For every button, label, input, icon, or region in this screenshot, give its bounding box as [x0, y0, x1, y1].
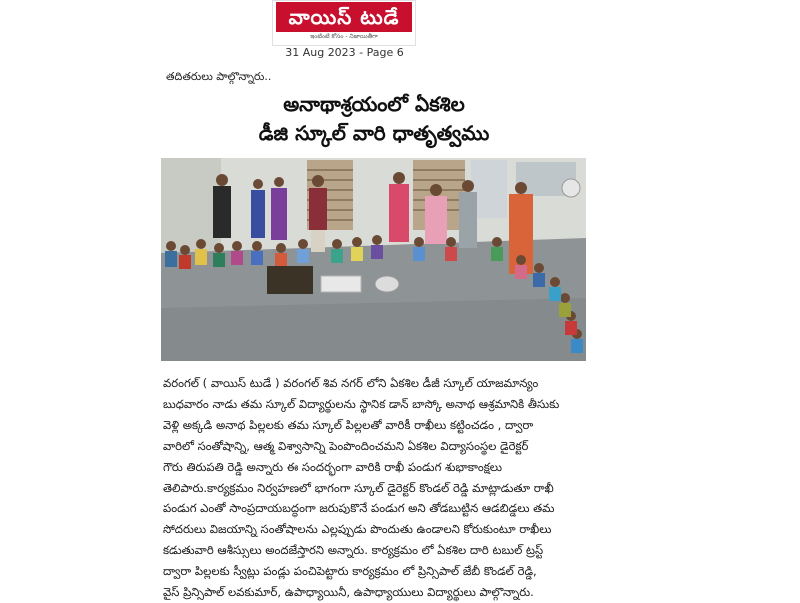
- body-line: గౌరు తిరుపతి రెడ్డి అన్నారు ఈ సందర్భంగా వారికి రాఖీ పండుగ శుభాకాంక్షలు: [163, 459, 503, 474]
- body-line: వరంగల్ ( వాయిస్ టుడే ) వరంగల్ శివ నగర్ లోని ఏకశిల డీజీ స్కూల్ యాజమాన్యం: [163, 376, 539, 390]
- newspaper-masthead: [272, 0, 416, 46]
- body-line: సోదరులు విజయాన్ని సంతోషాలను ఎల్లప్పుడు పొందుతు ఉండాలని కోరుకుంటూ రాఖీలు: [163, 522, 552, 537]
- body-line: పండుగ ఎంతో సాంప్రదాయబద్ధంగా జరుపుకొనే పండుగ అని తోడబుట్టిన ఆడబిడ్డలు తమ: [163, 501, 555, 516]
- article-photo: [161, 158, 586, 361]
- body-line: ద్వారా పిల్లలకు స్వీట్లు పండ్లు పంచిపెట్టారు కార్యక్రమం లో ప్రిన్సిపాల్ జేబీ కొండల్ రెడ్డి,: [163, 564, 537, 579]
- headline-line-1: అనాథాశ్రయంలో ఏకశిల: [283, 92, 465, 116]
- body-line: కడుతువారి ఆశీస్సులు అందజేస్తారని అన్నారు. కార్యక్రమం లో ఏకశిల దారి టబుల్ ట్రస్ట్: [163, 543, 544, 558]
- news-photo-icon: [161, 158, 586, 361]
- headline-line-2: డీజి స్కూల్ వారి ధాతృత్వము: [258, 121, 490, 145]
- newspaper-logo: వాయిస్ టుడే: [276, 2, 412, 32]
- article-body: [163, 373, 583, 603]
- edition-dateline: 31 Aug 2023 - Page 6: [285, 46, 404, 59]
- body-line: వైస్ ప్రిన్సిపాల్ లవకుమార్, ఉపాధ్యాయినీ, ఉపాధ్యాయులు విద్యార్థులు పాల్గొన్నారు.: [163, 585, 534, 600]
- article-headline: [160, 90, 588, 148]
- article-kicker: తదితరులు పాల్గొన్నారు..: [166, 70, 272, 83]
- masthead-tagline: ఇంటింటి కోసం - నిజాయితీగా: [310, 33, 378, 40]
- body-line: తెలిపారు.కార్యక్రమం నిర్వహణలో భాగంగా స్కూల్ డైరెక్టర్ కొండల్ రెడ్డి మాట్లాడుతూ రాఖీ: [163, 480, 554, 495]
- body-line: వారిలో సంతోషాన్ని, ఆత్మ విశ్వాసాన్ని పెంపొందించమని ఏకశిల విద్యాసంస్థల డైరెక్టర్: [163, 438, 529, 453]
- body-line: బుధవారం నాడు తమ స్కూల్ విద్యార్థులను స్థానిక డాన్ బాస్కో అనాథ ఆశ్రమానికి తీసుకు: [163, 396, 560, 411]
- body-line: వెళ్లి అక్కడి అనాథ పిల్లలకు తమ స్కూల్ పిల్లలతో వారికీ రాఖీలు కట్టించడం , ద్వారా: [163, 417, 534, 432]
